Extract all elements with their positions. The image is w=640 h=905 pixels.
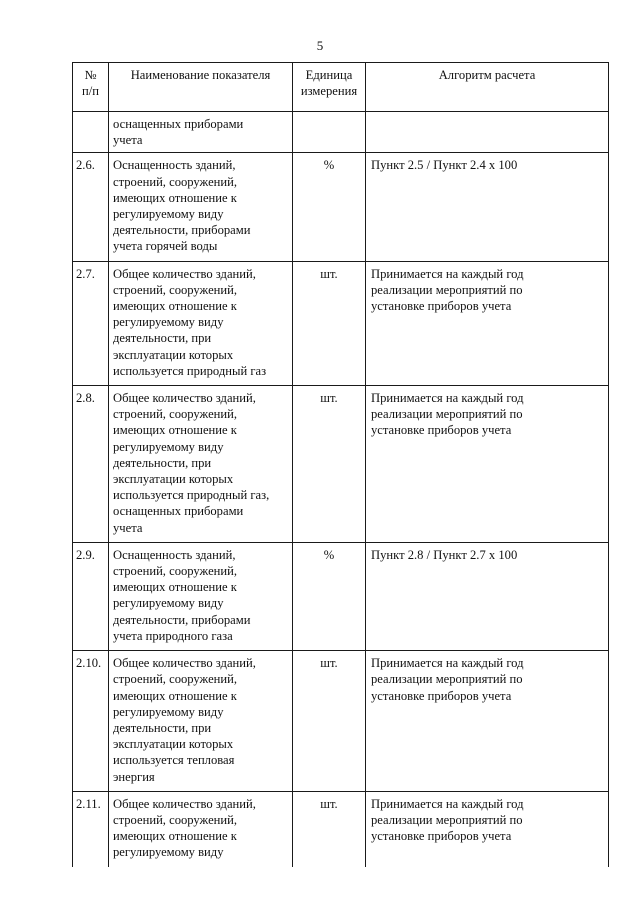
row-number: 2.6. — [73, 153, 109, 261]
indicator-name-line: используется природный газ — [113, 363, 267, 378]
indicator-name-line: Оснащенность зданий, — [113, 547, 236, 562]
header-unit-line: Единица — [305, 68, 353, 82]
indicator-name-cell — [109, 651, 293, 792]
table-row — [73, 542, 609, 650]
indicator-name-line: имеющих отношение к — [113, 190, 237, 205]
indicator-name-line: учета — [113, 133, 143, 148]
row-number — [73, 112, 109, 153]
algorithm-cell — [366, 542, 609, 650]
algorithm-cell — [366, 261, 609, 385]
table-row — [73, 386, 609, 543]
table-row — [73, 112, 609, 153]
row-number: 2.11. — [73, 791, 109, 866]
indicator-name-line: используется природный газ, — [113, 488, 270, 503]
header-indicator-name: Наименование показателя — [109, 63, 293, 112]
row-number: 2.7. — [73, 261, 109, 385]
indicator-name-line: Общее количество зданий, — [113, 266, 256, 281]
indicator-name-line: Общее количество зданий, — [113, 656, 256, 671]
indicator-name-line: используется тепловая — [113, 753, 235, 768]
indicator-name-line: учета природного газа — [113, 628, 233, 643]
indicator-name-line: строений, сооружений, — [113, 672, 238, 687]
indicator-name-cell — [109, 386, 293, 543]
table-header-row — [73, 63, 609, 112]
indicator-name-line: имеющих отношение к — [113, 423, 237, 438]
algorithm-line: реализации мероприятий по — [371, 812, 523, 827]
algorithm-line: Пункт 2.5 / Пункт 2.4 х 100 — [371, 158, 518, 173]
unit-cell: шт. — [293, 386, 366, 543]
indicator-name-line: учета — [113, 520, 143, 535]
indicator-name-line: Оснащенность зданий, — [113, 158, 236, 173]
row-number: 2.8. — [73, 386, 109, 543]
algorithm-line: Пункт 2.8 / Пункт 2.7 х 100 — [371, 547, 518, 562]
table-row — [73, 261, 609, 385]
indicator-name-line: регулируемому виду — [113, 704, 224, 719]
indicator-name-line: регулируемому виду — [113, 207, 224, 222]
algorithm-line: Принимается на каждый год — [371, 266, 524, 281]
indicator-name-line: деятельности, при — [113, 720, 212, 735]
header-algorithm: Алгоритм расчета — [366, 63, 609, 112]
table-row — [73, 153, 609, 261]
unit-cell: шт. — [293, 651, 366, 792]
algorithm-line: реализации мероприятий по — [371, 672, 523, 687]
row-number: 2.10. — [73, 651, 109, 792]
indicator-name-line: строений, сооружений, — [113, 564, 238, 579]
indicators-table — [72, 62, 609, 867]
header-number-line: п/п — [82, 84, 99, 99]
indicator-name-line: регулируемому виду — [113, 596, 224, 611]
unit-cell: % — [293, 153, 366, 261]
indicator-name-line: деятельности, приборами — [113, 223, 251, 238]
indicator-name-line: регулируемому виду — [113, 439, 224, 454]
algorithm-cell — [366, 651, 609, 792]
unit-cell: шт. — [293, 791, 366, 866]
algorithm-cell — [366, 112, 609, 153]
algorithm-line: установке приборов учета — [371, 299, 512, 314]
indicator-name-line: строений, сооружений, — [113, 407, 238, 422]
indicator-name-line: деятельности, при — [113, 331, 212, 346]
algorithm-line: Принимается на каждый год — [371, 391, 524, 406]
algorithm-line: реализации мероприятий по — [371, 407, 523, 422]
indicator-name-line: учета горячей воды — [113, 239, 218, 254]
algorithm-line: реализации мероприятий по — [371, 282, 523, 297]
indicator-name-line: строений, сооружений, — [113, 282, 238, 297]
algorithm-line: Принимается на каждый год — [371, 796, 524, 811]
algorithm-line: Принимается на каждый год — [371, 656, 524, 671]
algorithm-line: установке приборов учета — [371, 829, 512, 844]
indicator-name-line: Общее количество зданий, — [113, 796, 256, 811]
algorithm-line: установке приборов учета — [371, 688, 512, 703]
header-number-line: № — [84, 68, 97, 82]
indicator-name-line: энергия — [113, 769, 155, 784]
unit-cell — [293, 112, 366, 153]
algorithm-line: установке приборов учета — [371, 423, 512, 438]
indicator-name-cell — [109, 791, 293, 866]
header-unit — [293, 63, 366, 112]
indicator-name-line: строений, сооружений, — [113, 174, 238, 189]
indicator-name-line: оснащенных приборами — [113, 117, 244, 131]
indicator-name-line: регулируемому виду — [113, 845, 224, 860]
header-unit-line: измерения — [300, 84, 358, 99]
indicator-name-line: деятельности, приборами — [113, 612, 251, 627]
indicator-name-line: эксплуатации которых — [113, 737, 234, 752]
indicator-name-line: регулируемому виду — [113, 315, 224, 330]
indicator-name-cell — [109, 542, 293, 650]
indicator-name-line: Общее количество зданий, — [113, 391, 256, 406]
algorithm-cell — [366, 386, 609, 543]
indicator-name-line: имеющих отношение к — [113, 299, 237, 314]
indicator-name-line: строений, сооружений, — [113, 812, 238, 827]
indicator-name-line: эксплуатации которых — [113, 347, 234, 362]
table-row — [73, 791, 609, 866]
algorithm-cell — [366, 153, 609, 261]
indicator-name-cell — [109, 112, 293, 153]
indicator-name-cell — [109, 153, 293, 261]
unit-cell: % — [293, 542, 366, 650]
indicator-name-cell — [109, 261, 293, 385]
table-body — [73, 112, 609, 867]
indicator-name-line: имеющих отношение к — [113, 829, 237, 844]
row-number: 2.9. — [73, 542, 109, 650]
indicator-name-line: оснащенных приборами — [113, 504, 244, 519]
page-number: 5 — [316, 38, 324, 53]
indicator-name-line: эксплуатации которых — [113, 472, 234, 487]
header-number — [73, 63, 109, 112]
indicator-name-line: имеющих отношение к — [113, 688, 237, 703]
algorithm-cell — [366, 791, 609, 866]
unit-cell: шт. — [293, 261, 366, 385]
table-row — [73, 651, 609, 792]
indicator-name-line: имеющих отношение к — [113, 580, 237, 595]
indicator-name-line: деятельности, при — [113, 455, 212, 470]
